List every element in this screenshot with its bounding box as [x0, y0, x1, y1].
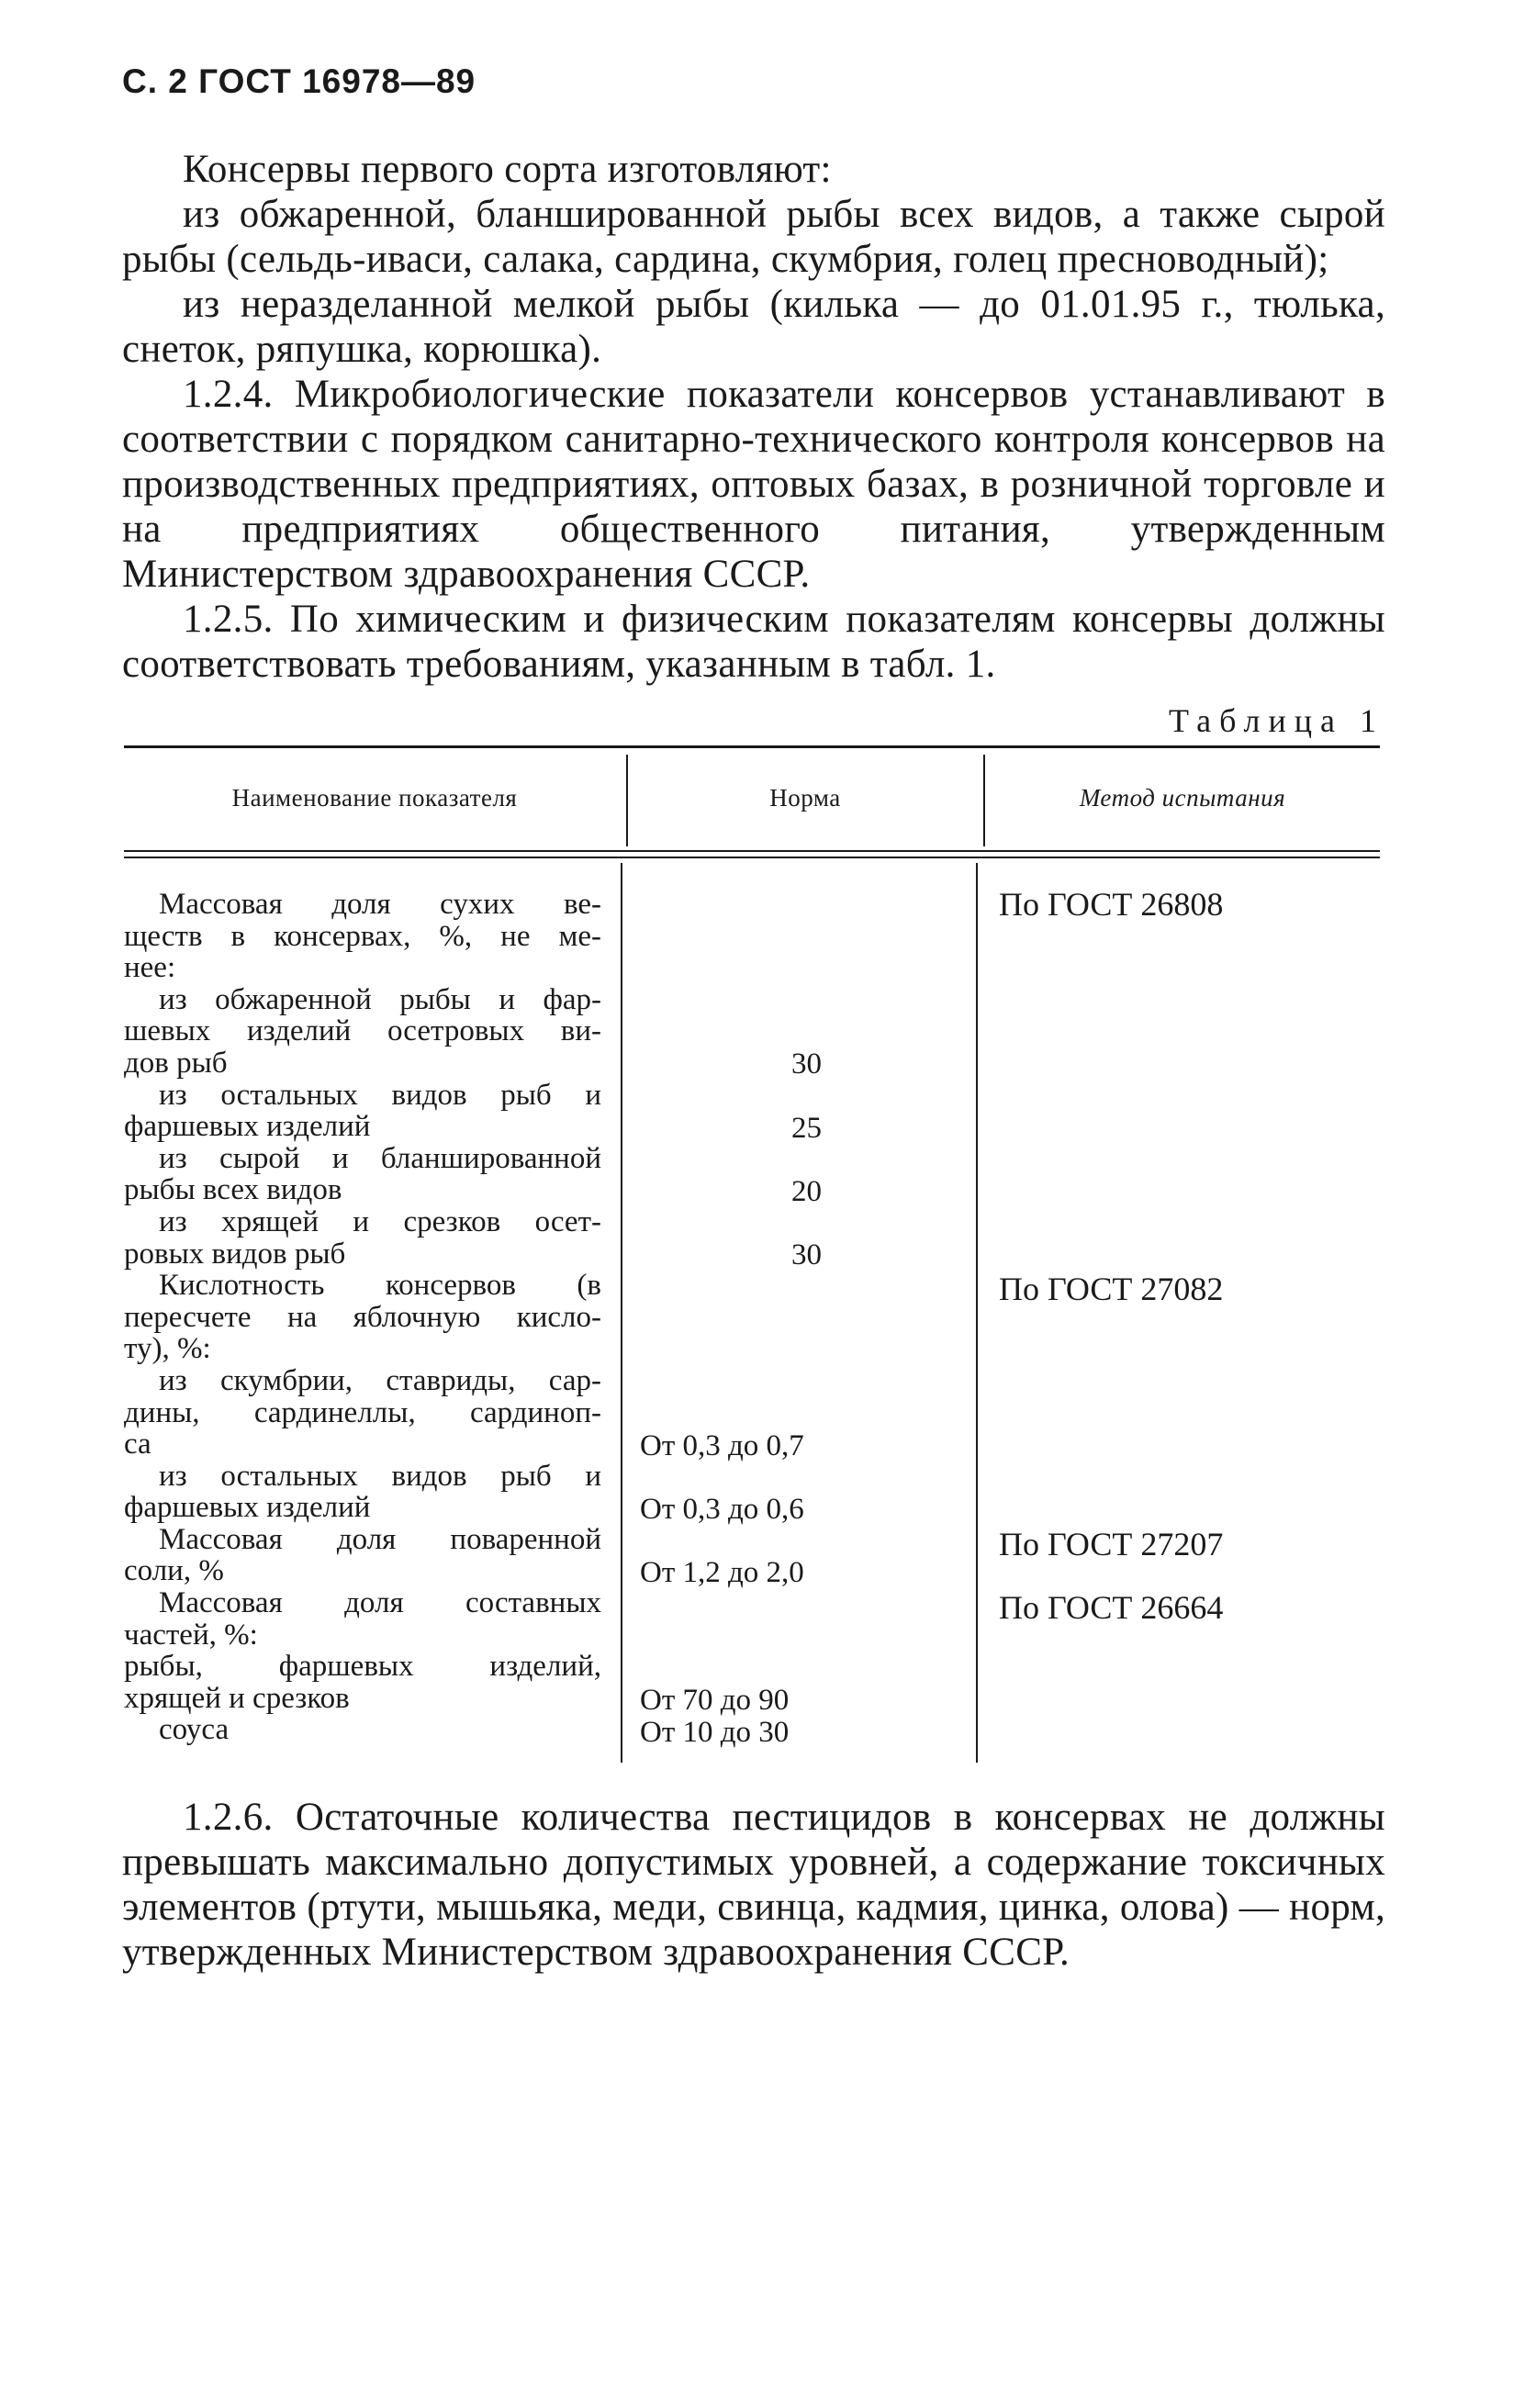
- table-caption: Таблица 1: [1169, 702, 1384, 739]
- indicator-line: из хрящей и срезков осет-: [159, 1204, 601, 1238]
- method-cell: По ГОСТ 26808: [999, 886, 1224, 923]
- indicator-line: из скумбрии, ставриды, сар-: [159, 1363, 601, 1397]
- norm-cell: От 10 до 30: [640, 1716, 790, 1749]
- indicator-line: ществ в консервах, %, не ме-: [124, 919, 601, 953]
- indicator-line: хрящей и срезков: [124, 1681, 350, 1715]
- indicator-line: рыбы всех видов: [124, 1173, 342, 1207]
- indicator-line: из сырой и бланшированной: [159, 1141, 601, 1175]
- header-norm: Норма: [769, 784, 841, 812]
- indicator-line: рыбы, фаршевых изделий,: [124, 1650, 601, 1684]
- paragraph-1-2-6: 1.2.6. Остаточные количества пестицидов в консервах не должны превышать максимально допустимых уровней, а содержание токсичных элементов (ртути, мышьяка, меди, свинца, кадмия, цинка, олова) — норм, утвержденных Министерством здравоохранения СССР.: [122, 1796, 1385, 1974]
- header-method: Метод испытания: [1079, 784, 1286, 812]
- intro-text: [122, 147, 1385, 687]
- norm-cell: От 0,3 до 0,6: [640, 1493, 804, 1526]
- norm-cell: 30: [791, 1238, 822, 1271]
- indicator-line: дов рыб: [124, 1046, 228, 1080]
- indicator-line: фаршевых изделий: [124, 1110, 371, 1144]
- method-cell: По ГОСТ 27082: [999, 1271, 1224, 1307]
- norm-cell: 30: [791, 1047, 822, 1081]
- indicator-line: частей, %:: [124, 1618, 258, 1652]
- norm-cell: От 70 до 90: [640, 1684, 790, 1717]
- indicator-line: нее:: [124, 951, 176, 985]
- paragraph-1-2-5: 1.2.5. По химическим и физическим показателям консервы должны соответствовать требованиям, указанным в табл. 1.: [122, 598, 1385, 686]
- indicator-line: шевых изделий осетровых ви-: [124, 1014, 601, 1048]
- indicator-line: Массовая доля поваренной: [159, 1522, 601, 1556]
- method-cell: По ГОСТ 26664: [999, 1589, 1224, 1626]
- indicator-line: пересчете на яблочную кисло-: [124, 1300, 601, 1334]
- table-header-rule-1: [124, 850, 1380, 852]
- indicator-line: соуса: [159, 1713, 230, 1747]
- indicator-line: ровых видов рыб: [124, 1237, 346, 1271]
- indicator-line: фаршевых изделий: [124, 1491, 371, 1525]
- column-divider-2: [976, 863, 978, 1763]
- norm-cell: 25: [791, 1112, 822, 1145]
- indicator-line: из остальных видов рыб и: [159, 1459, 601, 1493]
- indicator-line: ту), %:: [124, 1332, 211, 1366]
- paragraph-1-2-4: 1.2.4. Микробиологические показатели консервов устанавливают в соответствии с порядком санитарно-технического контроля консервов на производственных предприятиях, оптовых базах, в розничной торговле и на предприятиях общественного питания, утвержденным Министерством здравоохранения СССР.: [122, 373, 1385, 596]
- header-indicator: Наименование показателя: [231, 784, 518, 812]
- norm-cell: 20: [791, 1175, 822, 1208]
- table-top-rule: [124, 745, 1380, 748]
- indicator-line: из обжаренной рыбы и фар-: [159, 982, 601, 1016]
- column-divider-1: [621, 863, 622, 1763]
- indicator-column: [124, 889, 601, 1746]
- indicator-line: Массовая доля сухих ве-: [159, 888, 601, 921]
- paragraph-fried-fish: из обжаренной, бланшированной рыбы всех видов, а также сырой рыбы (сельдь-иваси, салака, сардина, скумбрия, голец пресноводный);: [122, 193, 1385, 281]
- indicator-line: из остальных видов рыб и: [159, 1078, 601, 1112]
- table-header-rule-2: [124, 857, 1380, 858]
- page-header: С. 2 ГОСТ 16978—89: [122, 62, 476, 100]
- paragraph-small-fish: из неразделанной мелкой рыбы (килька — до 01.01.95 г., тюлька, снеток, ряпушка, корюшка).: [122, 283, 1385, 371]
- paragraph-first-grade: Консервы первого сорта изготовляют:: [183, 148, 832, 191]
- method-cell: По ГОСТ 27207: [999, 1526, 1224, 1562]
- indicator-line: дины, сардинеллы, сардиноп-: [124, 1395, 601, 1429]
- norm-cell: От 0,3 до 0,7: [640, 1429, 804, 1462]
- indicator-line: са: [124, 1428, 151, 1462]
- indicator-line: Кислотность консервов (в: [159, 1269, 601, 1303]
- norm-cell: От 1,2 до 2,0: [640, 1556, 804, 1589]
- indicator-line: соли, %: [124, 1554, 224, 1588]
- closing-text: [122, 1795, 1385, 1975]
- indicator-line: Массовая доля составных: [159, 1586, 601, 1620]
